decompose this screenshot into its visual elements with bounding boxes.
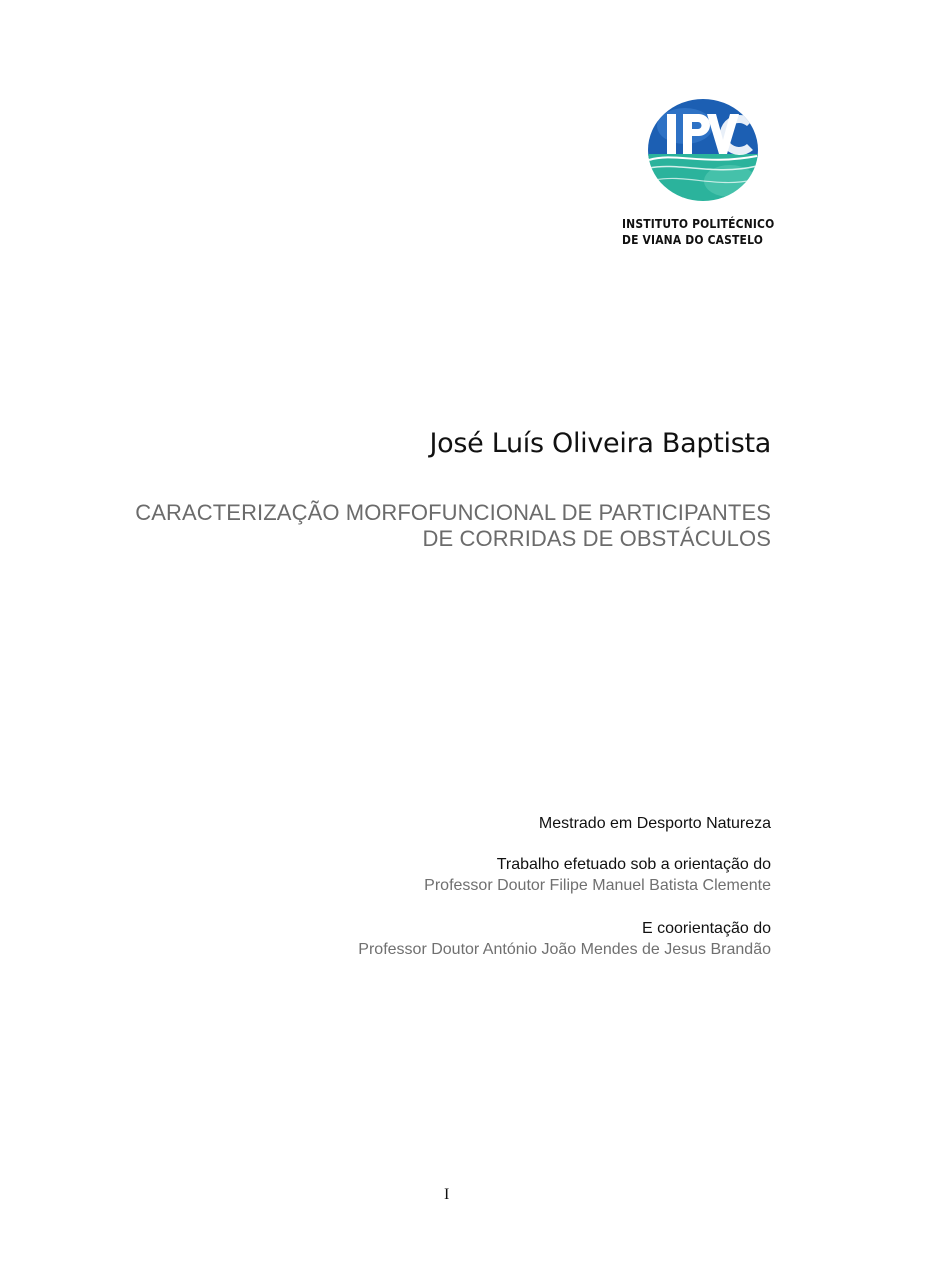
thesis-title [135, 500, 771, 552]
institution-line-2: DE VIANA DO CASTELO [622, 232, 764, 247]
page-number: I [444, 1186, 450, 1203]
cosupervision-block [358, 918, 771, 960]
institution-line-1: INSTITUTO POLITÉCNICO [622, 216, 775, 231]
supervision-block [424, 854, 771, 896]
thesis-title-line-2: DE CORRIDAS DE OBSTÁCULOS [422, 526, 771, 551]
thesis-title-line-1: CARACTERIZAÇÃO MORFOFUNCIONAL DE PARTICIPANTES [135, 500, 771, 525]
cosupervision-label: E coorientação do [642, 920, 771, 937]
author-name: José Luís Oliveira Baptista [429, 428, 771, 459]
degree-name: Mestrado em Desporto Natureza [538, 815, 771, 832]
cosupervisor-name: Professor Doutor António João Mendes de Jesus Brandão [358, 941, 771, 958]
ipvc-logo [645, 96, 761, 204]
supervision-label: Trabalho efetuado sob a orientação do [496, 856, 771, 873]
institution-name [622, 216, 775, 248]
supervisor-name: Professor Doutor Filipe Manuel Batista Clemente [424, 877, 771, 894]
